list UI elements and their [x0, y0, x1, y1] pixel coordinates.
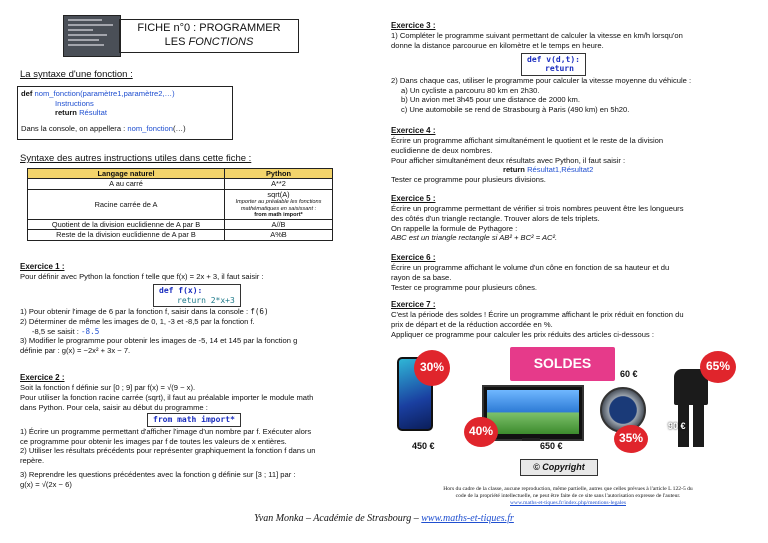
exercise-4: Exercice 4 : Écrire un programme affichant simultanément le quotient et le reste de la division euclidienne de deux nombres. Pour afficher simultanément deux résultats avec Python, il faut saisir : return Résultat1,Résultat2 Tester ce programme pour plusieurs divisions. [391, 126, 664, 185]
exercise-6: Exercice 6 : Écrire un programme affichant le volume d'un cône en fonction de sa hauteur et du rayon de sa base. Tester ce programme pour plusieurs cônes. [391, 253, 670, 292]
return-line: return Résultat [55, 108, 107, 118]
table-row: Quotient de la division euclidienne de A par B A//B [28, 219, 333, 229]
tv-price: 650 € [540, 441, 563, 451]
ex2-code: from math import* [147, 413, 241, 427]
table-row: Racine carrée de A sqrt(A) Importer au préalable les fonctions mathématiques en saisissant : from math import* [28, 189, 333, 219]
syntax-box [17, 86, 233, 140]
exercise-5: Exercice 5 : Écrire un programme permettant de vérifier si trois nombres peuvent être les longueurs des côtés d'un triangle rectangle. Trouver alors de tels triplets. On rappelle la formule de Pythagore : ABC est un triangle rectangle si AB² + BC² = AC². [391, 194, 684, 243]
legal-link[interactable]: www.maths-et-tiques.fr/index.php/mentions-legales [510, 499, 626, 506]
title-box [119, 19, 299, 53]
copyright-badge: © Copyright [520, 459, 598, 476]
instructions-line: Instructions [55, 98, 94, 108]
title-line2: LES FONCTIONS [164, 36, 254, 49]
console-line: Dans la console, on appellera : nom_fonction(…) [21, 124, 186, 134]
col-header-python: Python [225, 169, 333, 179]
footer: Yvan Monka – Académie de Strasbourg – www.maths-et-tiques.fr [254, 513, 514, 524]
phone-price: 450 € [412, 441, 435, 451]
syntax-table [27, 168, 333, 241]
tv-stand [522, 438, 540, 441]
def-line: def nom_fonction(paramètre1,paramètre2,…) [21, 89, 175, 98]
syntax-heading: La syntaxe d'une fonction : [20, 69, 133, 80]
exercise-3: Exercice 3 : 1) Compléter le programme suivant permettant de calculer la vitesse en km/h lorsqu'on donne la distance parcourue en kilomètre et le temps en heure. def v(d,t): return 2) Dans chaque cas, utiliser le programme pour calculer la vitesse moyenne du véhicule : a) Un cycliste a parcouru 80 km en 2h30. b) Un avion met 3h45 pour une distance de 2000 km. c) Une automobile se rend de Strasbourg à Paris (490 km) en 5h20. [391, 21, 692, 115]
footer-site-link[interactable]: www.maths-et-tiques.fr [421, 513, 514, 524]
exercise-1: Exercice 1 : Pour définir avec Python la fonction f telle que f(x) = 2x + 3, il faut saisir : def f(x): return 2*x+3 1) Pour obtenir l'image de 6 par la fonction f, saisir dans la console : f(6) 2) Déterminer de même les images de 0, 1, -3 et -8,5 par la fonction f. -8,5 se saisit : -8.5 3) Modifier le programme pour obtenir les images de -5, 14 et 145 par la fonction g définie par : g(x) = −2x² + 3x − 7. [20, 262, 298, 356]
python-code-thumbnail [63, 15, 121, 57]
table-heading: Syntaxe des autres instructions utiles dans cette fiche : [20, 153, 252, 164]
ex3-code: def v(d,t): return [521, 53, 586, 76]
col-header-natural: Langage naturel [28, 169, 225, 179]
watch-discount-badge: 35% [614, 425, 648, 453]
soldes-banner [510, 347, 615, 381]
exercise-7: Exercice 7 : C'est la période des soldes ! Écrire un programme affichant le prix réduit en fonction du prix de départ et de la réduction accordée en %. Appliquer ce programme pour calculer les prix réduits des articles ci-dessous : [391, 300, 684, 339]
table-row: Reste de la division euclidienne de A par B A%B [28, 230, 333, 240]
tracksuit-price: 90 € [668, 421, 686, 431]
title-line1: FICHE n°0 : PROGRAMMER [137, 22, 281, 34]
tv-discount-badge: 40% [464, 417, 498, 447]
tracksuit-discount-badge: 65% [700, 351, 736, 383]
copyright-notice: Hors du cadre de la classe, aucune reproduction, même partielle, autres que celles prévues à l'article L 122-5 du code de la propriété intellectuelle, ne peut être faite de ce site sans l'autorisation expresse de l'auteur. www.maths-et-tiques.fr/index.php/mentions-legales [398, 486, 738, 507]
watch-price: 60 € [620, 369, 638, 379]
table-row: A au carré A**2 [28, 179, 333, 189]
ex1-code: def f(x): return 2*x+3 [153, 284, 241, 307]
phone-discount-badge: 30% [414, 350, 450, 386]
sales-illustration [392, 345, 742, 455]
soldes-text: SOLDES [510, 347, 615, 381]
exercise-2: Exercice 2 : Soit la fonction f définie sur [0 ; 9] par f(x) = √(9 − x). Pour utiliser la fonction racine carrée (sqrt), il faut au préalable importer le module math dans Python. Pour cela, saisir au début du programme : from math import* 1) Écrire un programme permettant d'afficher l'image d'un nombre par f. Exécuter alors ce programme pour obtenir les images par f de toutes les valeurs de x entières. 2) Utiliser les résultats précédents pour représenter graphiquement la fonction f dans un repère. 3) Reprendre les questions précédentes avec la fonction g définie sur [3 ; 11] par : g(x) = √(2x − 6) [20, 373, 316, 489]
